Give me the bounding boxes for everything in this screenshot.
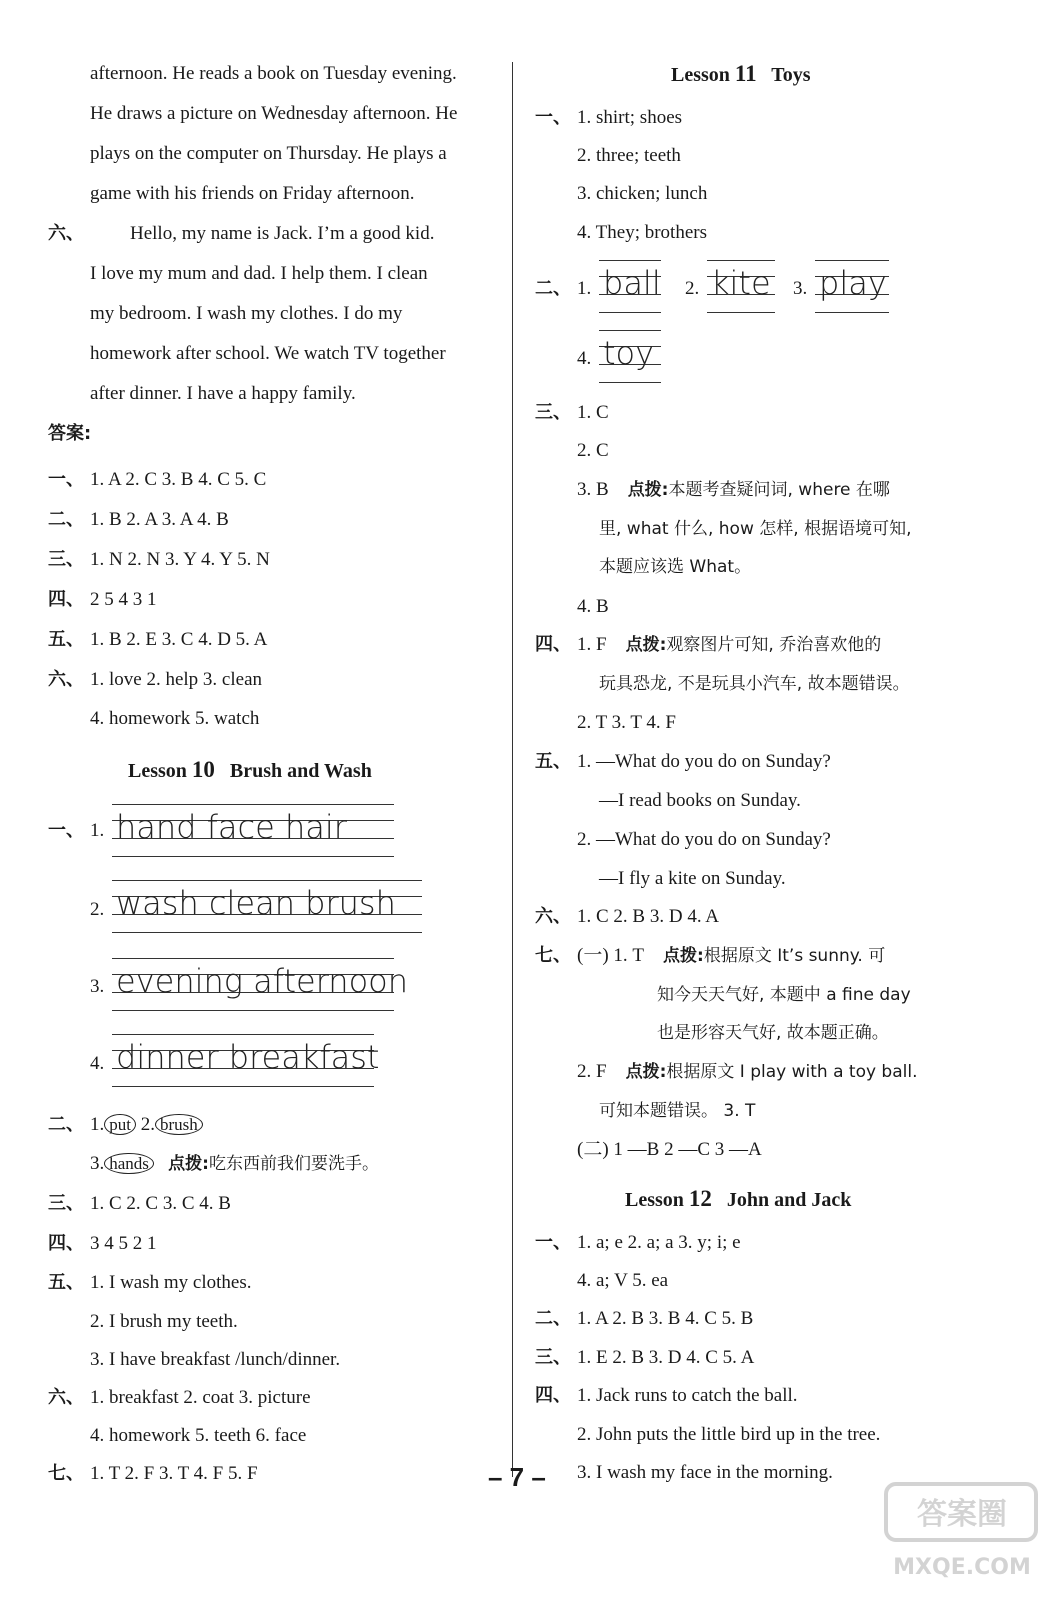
handwriting-text: evening afternoon xyxy=(116,962,408,1000)
answer-line xyxy=(90,1112,203,1138)
answer-line: 4. homework 5. watch xyxy=(90,708,260,729)
item-number: 3. xyxy=(90,976,105,997)
answer: 1. F xyxy=(577,634,607,655)
item-number: 2. xyxy=(140,1114,155,1135)
answer-line: 1. Jack runs to catch the ball. xyxy=(577,1385,798,1406)
answer-line: 2. C xyxy=(577,440,609,461)
answer-line xyxy=(90,1151,379,1177)
section-marker: 一、 xyxy=(535,1232,571,1253)
hint-label: 点拨: xyxy=(625,635,667,655)
hint-text: 也是形容天气好, 故本题正确。 xyxy=(657,1023,889,1043)
section-marker: 七、 xyxy=(535,945,571,966)
answer-line: 1. a; e 2. a; a 3. y; i; e xyxy=(577,1232,741,1253)
answer-line: 1. breakfast 2. coat 3. picture xyxy=(90,1387,311,1408)
handwriting-box xyxy=(707,260,775,312)
section-marker: 五、 xyxy=(48,629,84,650)
answer: (一) 1. T xyxy=(577,945,645,966)
answer-line xyxy=(577,632,881,658)
section-marker: 三、 xyxy=(48,549,84,570)
hint-text: 根据原文 I play with a toy ball. xyxy=(666,1062,918,1082)
handwriting-box xyxy=(599,330,661,382)
item-number: 4. xyxy=(577,348,592,369)
answer-line: 1. E 2. B 3. D 4. C 5. A xyxy=(577,1347,755,1368)
answer-line: (二) 1 —B 2 —C 3 —A xyxy=(577,1139,762,1160)
answer-line: —I fly a kite on Sunday. xyxy=(599,868,786,889)
answer: 3. B xyxy=(577,479,609,500)
hint-text: 知今天天气好, 本题中 a fine day xyxy=(657,985,911,1005)
answer-line: 2 5 4 3 1 xyxy=(90,589,157,610)
section-marker: 五、 xyxy=(48,1272,84,1293)
hint-label: 点拨: xyxy=(663,946,704,966)
section-marker: 四、 xyxy=(48,1233,84,1254)
text-line: I love my mum and dad. I help them. I clean xyxy=(90,263,428,284)
section-marker: 六、 xyxy=(48,1387,84,1408)
handwriting-box xyxy=(112,1034,380,1086)
answer-line: 3. I have breakfast /lunch/dinner. xyxy=(90,1349,341,1370)
section-marker: 四、 xyxy=(535,1385,571,1406)
section-marker: 二、 xyxy=(535,1308,571,1329)
circled-word: hands xyxy=(104,1153,154,1174)
hint-label: 点拨: xyxy=(625,1062,667,1082)
answer-line: 2. I brush my teeth. xyxy=(90,1311,238,1332)
circled-word: put xyxy=(104,1114,136,1135)
hint-text: 里, what 什么, how 怎样, 根据语境可知, xyxy=(599,519,912,539)
lesson-heading xyxy=(625,1185,851,1214)
handwriting-box xyxy=(599,260,661,312)
section-marker: 一、 xyxy=(535,107,571,128)
item-number: 1. xyxy=(90,820,105,841)
answer-line: 4. They; brothers xyxy=(577,222,707,243)
section-marker: 三、 xyxy=(535,1347,571,1368)
answer-line: 2. three; teeth xyxy=(577,145,681,166)
item-number: 2. xyxy=(685,278,700,299)
answer-line: 2. —What do you do on Sunday? xyxy=(577,829,831,850)
answer-line: 1. A 2. B 3. B 4. C 5. B xyxy=(577,1308,754,1329)
answer-line: 2. John puts the little bird up in the tree. xyxy=(577,1424,881,1445)
answer-line: 1. C xyxy=(577,402,609,423)
answer-line: 1. A 2. C 3. B 4. C 5. C xyxy=(90,469,267,490)
hint-text: 吃东西前我们要洗手。 xyxy=(208,1154,379,1174)
answer-line: 4. a; V 5. ea xyxy=(577,1270,669,1291)
text-line: my bedroom. I wash my clothes. I do my xyxy=(90,303,403,324)
handwriting-box xyxy=(112,880,422,932)
section-marker: 六、 xyxy=(48,223,84,244)
section-marker: 七、 xyxy=(48,1463,84,1484)
section-marker: 一、 xyxy=(48,820,84,841)
answer-line: 4. B xyxy=(577,596,609,617)
section-marker: 三、 xyxy=(535,402,571,423)
answer-line: 1. —What do you do on Sunday? xyxy=(577,751,831,772)
answer-line: 4. homework 5. teeth 6. face xyxy=(90,1425,307,1446)
hint-text: 玩具恐龙, 不是玩具小汽车, 故本题错误。 xyxy=(599,674,910,694)
hint-text: 可知本题错误。 3. T xyxy=(599,1101,756,1121)
answer-line: —I read books on Sunday. xyxy=(599,790,801,811)
lesson-title: Toys xyxy=(771,64,811,86)
answer-line: 1. B 2. E 3. C 4. D 5. A xyxy=(90,629,268,650)
answer-line xyxy=(577,1059,918,1085)
section-marker: 二、 xyxy=(48,1114,84,1135)
item-number: 1. xyxy=(577,278,592,299)
text-line: plays on the computer on Thursday. He plays a xyxy=(90,143,447,164)
lesson-number: 10 xyxy=(191,757,215,782)
answer-line: 2. T 3. T 4. F xyxy=(577,712,676,733)
answer-line: 1. T 2. F 3. T 4. F 5. F xyxy=(90,1463,258,1484)
text-line: He draws a picture on Wednesday afternoon. He xyxy=(90,103,458,124)
hint-text: 本题应该选 What。 xyxy=(599,557,752,577)
section-marker: 六、 xyxy=(48,669,84,690)
answer-line: 1. C 2. B 3. D 4. A xyxy=(577,906,719,927)
text-line: Hello, my name is Jack. I’m a good kid. xyxy=(130,223,435,244)
hint-label: 点拨: xyxy=(168,1154,209,1174)
item-number: 4. xyxy=(90,1053,105,1074)
lesson-prefix: Lesson xyxy=(128,760,187,782)
lesson-heading xyxy=(671,60,811,89)
section-marker: 一、 xyxy=(48,469,84,490)
handwriting-box xyxy=(815,260,889,312)
lesson-prefix: Lesson xyxy=(625,1189,684,1211)
lesson-number: 12 xyxy=(688,1186,712,1211)
handwriting-text: toy xyxy=(603,334,655,372)
handwriting-box xyxy=(112,958,408,1010)
watermark-logo xyxy=(878,1478,1048,1588)
section-marker: 四、 xyxy=(535,634,571,655)
item-number: 3. xyxy=(90,1153,105,1174)
hint-label: 点拨: xyxy=(627,480,669,500)
section-marker: 四、 xyxy=(48,589,84,610)
answers-label: 答案: xyxy=(48,423,92,444)
answer-line: 1. love 2. help 3. clean xyxy=(90,669,263,690)
section-marker: 六、 xyxy=(535,906,571,927)
answer-line: 1. B 2. A 3. A 4. B xyxy=(90,509,229,530)
lesson-prefix: Lesson xyxy=(671,64,730,86)
handwriting-box xyxy=(112,804,394,856)
section-marker: 三、 xyxy=(48,1193,84,1214)
answer-line: 1. N 2. N 3. Y 4. Y 5. N xyxy=(90,549,270,570)
item-number: 1. xyxy=(90,1114,105,1135)
lesson-title: John and Jack xyxy=(726,1189,852,1211)
handwriting-text: play xyxy=(819,264,887,302)
answer-line: 1. C 2. C 3. C 4. B xyxy=(90,1193,231,1214)
handwriting-text: kite xyxy=(711,264,771,302)
answer-line: 3 4 5 2 1 xyxy=(90,1233,157,1254)
page-number: – 7 – xyxy=(488,1462,546,1492)
section-marker: 二、 xyxy=(48,509,84,530)
section-marker: 二、 xyxy=(535,278,571,299)
answer-line: 3. chicken; lunch xyxy=(577,183,708,204)
text-line: after dinner. I have a happy family. xyxy=(90,383,356,404)
handwriting-text: hand face hair xyxy=(116,808,347,846)
answer-line: 1. shirt; shoes xyxy=(577,107,683,128)
lesson-heading xyxy=(128,756,372,785)
svg-text:答案圈: 答案圈 xyxy=(917,1497,1007,1532)
hint-text: 观察图片可知, 乔治喜欢他的 xyxy=(666,635,882,655)
handwriting-text: dinner breakfast xyxy=(116,1038,380,1076)
answer-line: 3. I wash my face in the morning. xyxy=(577,1462,833,1483)
item-number: 2. xyxy=(90,899,105,920)
column-divider xyxy=(512,62,513,1477)
answer-line: 1. I wash my clothes. xyxy=(90,1272,252,1293)
circled-word: brush xyxy=(155,1114,203,1135)
handwriting-text: wash clean brush xyxy=(116,884,396,922)
text-line: game with his friends on Friday afternoon. xyxy=(90,183,415,204)
answer-line xyxy=(577,477,890,503)
text-line: afternoon. He reads a book on Tuesday evening. xyxy=(90,63,457,84)
lesson-number: 11 xyxy=(734,61,757,86)
watermark-text: MXQE.COM xyxy=(893,1555,1031,1580)
hint-text: 本题考查疑问词, where 在哪 xyxy=(668,480,890,500)
text-line: homework after school. We watch TV together xyxy=(90,343,446,364)
item-number: 3. xyxy=(793,278,808,299)
answer: 2. F xyxy=(577,1061,607,1082)
lesson-title: Brush and Wash xyxy=(229,760,372,782)
hint-text: 根据原文 It’s sunny. 可 xyxy=(703,946,886,966)
section-marker: 五、 xyxy=(535,751,571,772)
answer-line xyxy=(577,943,885,969)
handwriting-text: ball xyxy=(603,264,661,302)
